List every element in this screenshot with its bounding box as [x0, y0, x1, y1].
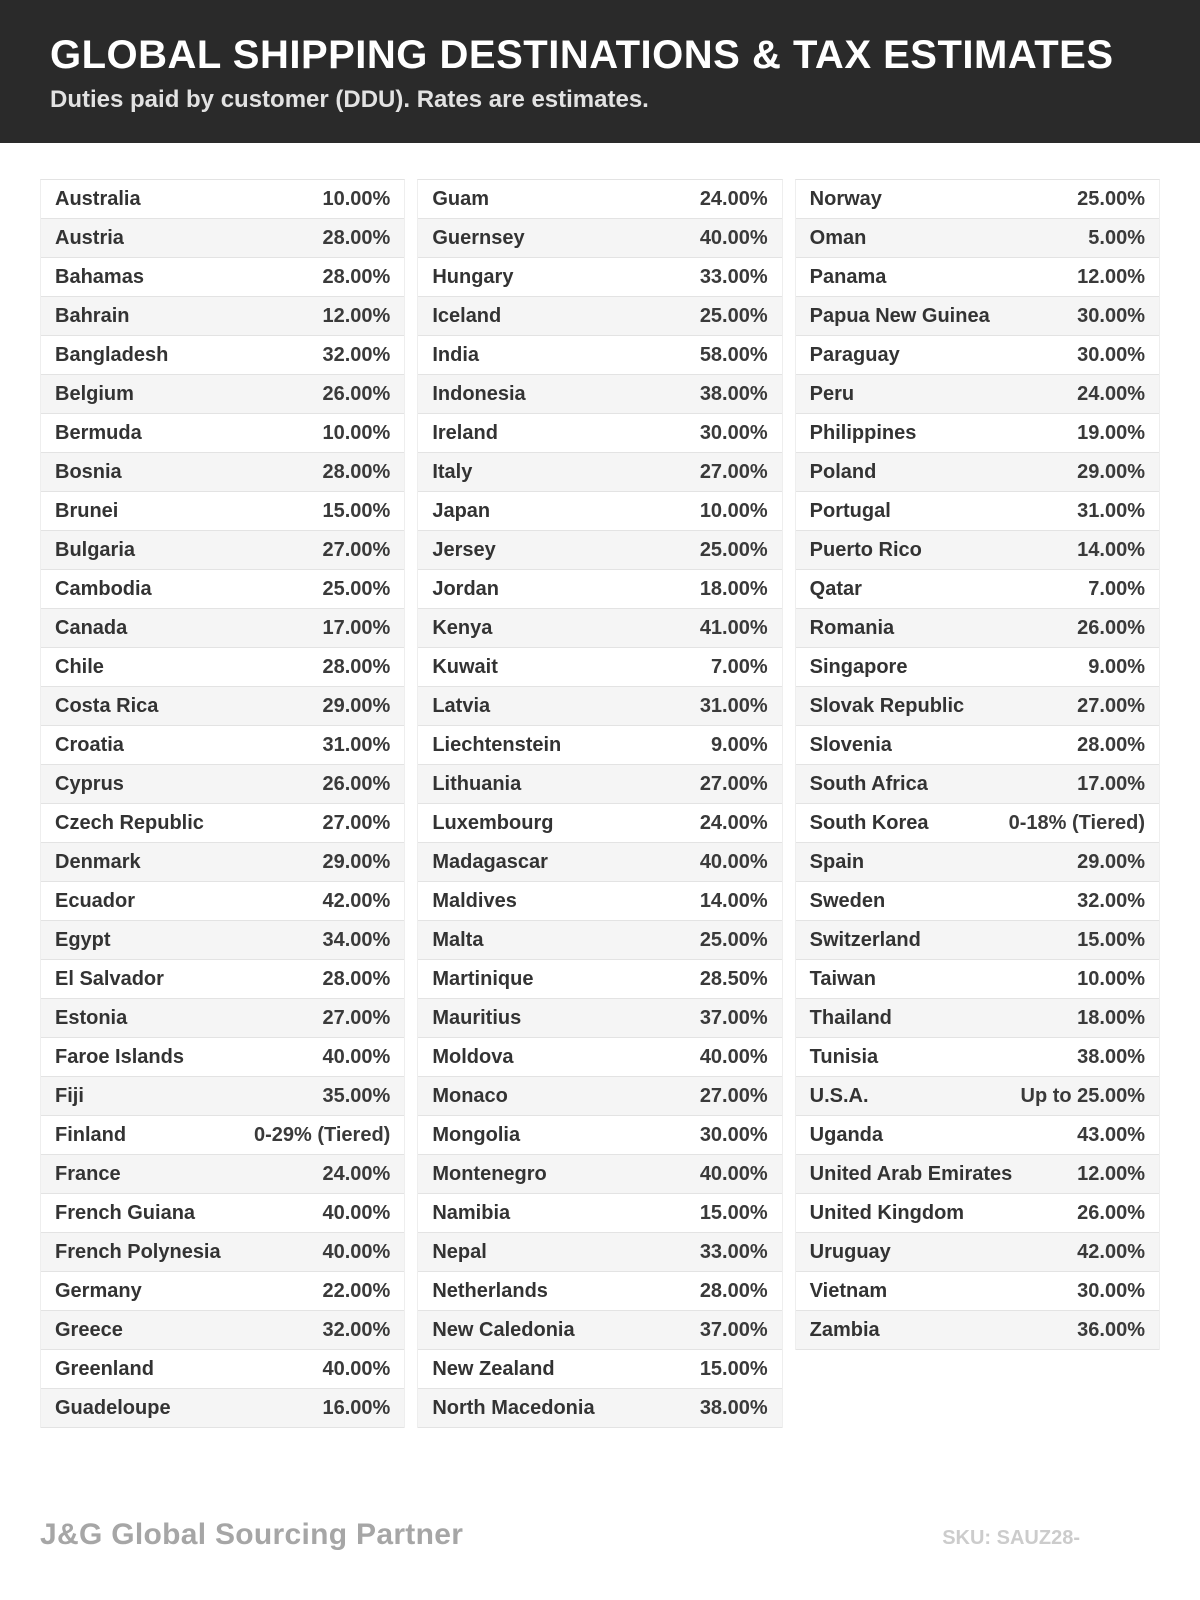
table-row — [796, 960, 1159, 999]
rate-cell: 16.00% — [322, 1396, 391, 1419]
rate-cell: 28.50% — [699, 967, 768, 990]
table-row — [796, 609, 1159, 648]
rate-cell: 27.00% — [322, 1006, 391, 1029]
table-row — [41, 1155, 404, 1194]
rate-cell: 28.00% — [1077, 733, 1145, 756]
rate-cell: 27.00% — [322, 538, 391, 561]
country-cell: Puerto Rico — [809, 538, 922, 561]
page-subtitle: Duties paid by customer (DDU). Rates are estimates. — [50, 86, 649, 113]
rate-cell: 28.00% — [322, 655, 391, 678]
country-cell: Bahamas — [55, 265, 144, 288]
table-row — [418, 921, 781, 960]
rate-cell: 17.00% — [1077, 772, 1145, 795]
table-row — [418, 375, 781, 414]
rate-cell: 24.00% — [699, 187, 768, 210]
country-cell: Costa Rica — [55, 694, 159, 717]
country-cell: Philippines — [809, 421, 917, 444]
table-row — [418, 492, 781, 531]
rate-cell: 12.00% — [1077, 1162, 1145, 1185]
rate-cell: 30.00% — [1077, 304, 1145, 327]
country-cell: Bahrain — [55, 304, 130, 327]
table-row — [418, 999, 781, 1038]
rate-cell: 32.00% — [1077, 889, 1145, 912]
country-cell: Uganda — [809, 1123, 883, 1146]
rate-cell: 31.00% — [1077, 499, 1145, 522]
rate-cell: 40.00% — [699, 1162, 768, 1185]
table-row — [418, 336, 781, 375]
table-row — [418, 297, 781, 336]
country-cell: Sweden — [809, 889, 886, 912]
rate-cell: 32.00% — [322, 343, 391, 366]
rate-cell: 36.00% — [1077, 1318, 1145, 1341]
country-cell: Belgium — [55, 382, 134, 405]
country-cell: Madagascar — [432, 850, 548, 873]
country-cell: French Guiana — [55, 1201, 196, 1224]
country-cell: Bosnia — [55, 460, 122, 483]
rate-cell: 28.00% — [322, 460, 391, 483]
rate-cell: 30.00% — [1077, 343, 1145, 366]
country-cell: Egypt — [55, 928, 111, 951]
rate-cell: 29.00% — [322, 850, 391, 873]
country-cell: Nepal — [432, 1240, 487, 1263]
table-row — [418, 804, 781, 843]
table-row — [796, 921, 1159, 960]
rate-cell: 24.00% — [322, 1162, 391, 1185]
rate-cell: 30.00% — [699, 1123, 768, 1146]
country-cell: Papua New Guinea — [809, 304, 990, 327]
rate-cell: 40.00% — [322, 1240, 391, 1263]
rates-column — [417, 179, 782, 1428]
rate-cell: 38.00% — [699, 1396, 768, 1419]
country-cell: Canada — [55, 616, 128, 639]
country-cell: Cyprus — [55, 772, 124, 795]
rate-cell: 28.00% — [322, 265, 391, 288]
rate-cell: 29.00% — [322, 694, 391, 717]
country-cell: Oman — [809, 226, 867, 249]
rate-cell: 19.00% — [1077, 421, 1145, 444]
country-cell: Vietnam — [809, 1279, 888, 1302]
country-cell: Brunei — [55, 499, 119, 522]
rate-cell: 31.00% — [699, 694, 768, 717]
country-cell: Peru — [809, 382, 855, 405]
country-cell: Moldova — [432, 1045, 514, 1068]
table-row — [41, 1389, 404, 1428]
country-cell: French Polynesia — [55, 1240, 221, 1263]
table-row — [418, 765, 781, 804]
rate-cell: 7.00% — [1088, 577, 1145, 600]
table-row — [796, 531, 1159, 570]
country-cell: India — [432, 343, 479, 366]
rate-cell: 24.00% — [1077, 382, 1145, 405]
rates-column — [795, 179, 1160, 1350]
country-cell: U.S.A. — [809, 1084, 869, 1107]
rate-cell: 29.00% — [1077, 850, 1145, 873]
rate-cell: 10.00% — [322, 421, 391, 444]
country-cell: Romania — [809, 616, 895, 639]
country-cell: Guadeloupe — [55, 1396, 171, 1419]
country-cell: Montenegro — [432, 1162, 547, 1185]
table-row — [796, 1038, 1159, 1077]
rate-cell: 9.00% — [1088, 655, 1145, 678]
table-row — [418, 843, 781, 882]
country-cell: Kuwait — [432, 655, 498, 678]
table-row — [796, 453, 1159, 492]
rate-cell: 31.00% — [322, 733, 391, 756]
table-row — [41, 375, 404, 414]
table-row — [41, 1272, 404, 1311]
country-cell: Malta — [432, 928, 484, 951]
rate-cell: 40.00% — [699, 1045, 768, 1068]
rate-cell: 17.00% — [322, 616, 391, 639]
rate-cell: 42.00% — [1077, 1240, 1145, 1263]
rate-cell: 25.00% — [699, 538, 768, 561]
table-row — [796, 258, 1159, 297]
table-row — [418, 882, 781, 921]
rate-cell: 14.00% — [1077, 538, 1145, 561]
table-row — [796, 765, 1159, 804]
rate-cell: 30.00% — [1077, 1279, 1145, 1302]
rate-cell: 24.00% — [699, 811, 768, 834]
country-cell: Netherlands — [432, 1279, 548, 1302]
table-row — [41, 843, 404, 882]
rate-cell: 9.00% — [710, 733, 768, 756]
table-row — [41, 531, 404, 570]
table-row — [418, 648, 781, 687]
country-cell: Martinique — [432, 967, 534, 990]
table-row — [418, 1311, 781, 1350]
country-cell: Poland — [809, 460, 877, 483]
table-row — [41, 882, 404, 921]
rate-cell: 22.00% — [322, 1279, 391, 1302]
country-cell: Germany — [55, 1279, 142, 1302]
rate-cell: 41.00% — [699, 616, 768, 639]
table-row — [418, 570, 781, 609]
table-row — [796, 1272, 1159, 1311]
table-row — [418, 1155, 781, 1194]
country-cell: Czech Republic — [55, 811, 204, 834]
country-cell: Tunisia — [809, 1045, 879, 1068]
table-row — [796, 687, 1159, 726]
rate-cell: 27.00% — [322, 811, 391, 834]
country-cell: Hungary — [432, 265, 514, 288]
table-row — [41, 1311, 404, 1350]
table-row — [418, 453, 781, 492]
country-cell: Mauritius — [432, 1006, 522, 1029]
country-cell: Denmark — [55, 850, 141, 873]
country-cell: Latvia — [432, 694, 491, 717]
table-row — [41, 609, 404, 648]
country-cell: Bangladesh — [55, 343, 169, 366]
table-row — [41, 219, 404, 258]
page-title: GLOBAL SHIPPING DESTINATIONS & TAX ESTIMATES — [50, 33, 1114, 77]
country-cell: Finland — [55, 1123, 127, 1146]
country-cell: Portugal — [809, 499, 891, 522]
sku-label: SKU: SAUZ28- — [942, 1527, 1080, 1549]
country-cell: New Caledonia — [432, 1318, 575, 1341]
rate-cell: 27.00% — [699, 772, 768, 795]
country-cell: Slovenia — [809, 733, 892, 756]
table-row — [41, 1194, 404, 1233]
rates-table — [0, 143, 1200, 1428]
country-cell: Guernsey — [432, 226, 525, 249]
table-row — [41, 297, 404, 336]
table-row — [418, 1116, 781, 1155]
table-row — [796, 882, 1159, 921]
table-row — [418, 219, 781, 258]
table-row — [41, 1116, 404, 1155]
rate-cell: 12.00% — [322, 304, 391, 327]
rate-cell: 40.00% — [699, 226, 768, 249]
country-cell: Singapore — [809, 655, 908, 678]
header — [0, 0, 1200, 143]
country-cell: Paraguay — [809, 343, 900, 366]
country-cell: Croatia — [55, 733, 124, 756]
country-cell: Greenland — [55, 1357, 154, 1380]
table-row — [41, 258, 404, 297]
table-row — [796, 1194, 1159, 1233]
table-row — [796, 726, 1159, 765]
rate-cell: 40.00% — [699, 850, 768, 873]
table-row — [796, 1077, 1159, 1116]
rate-cell: 38.00% — [1077, 1045, 1145, 1068]
rate-cell: 32.00% — [322, 1318, 391, 1341]
rate-cell: 26.00% — [1077, 1201, 1145, 1224]
rate-cell: 25.00% — [699, 304, 768, 327]
rate-cell: 15.00% — [1077, 928, 1145, 951]
rates-column — [40, 179, 405, 1428]
table-row — [796, 414, 1159, 453]
country-cell: Ecuador — [55, 889, 136, 912]
table-row — [41, 1038, 404, 1077]
country-cell: Iceland — [432, 304, 502, 327]
rate-cell: 40.00% — [322, 1357, 391, 1380]
table-row — [418, 726, 781, 765]
rate-cell: 58.00% — [699, 343, 768, 366]
country-cell: Faroe Islands — [55, 1045, 184, 1068]
rate-cell: 10.00% — [322, 187, 391, 210]
table-row — [796, 1155, 1159, 1194]
rate-cell: 10.00% — [1077, 967, 1145, 990]
rate-cell: 18.00% — [699, 577, 768, 600]
rate-cell: 27.00% — [699, 1084, 768, 1107]
country-cell: Namibia — [432, 1201, 511, 1224]
table-row — [796, 219, 1159, 258]
country-cell: United Kingdom — [809, 1201, 965, 1224]
table-row — [41, 453, 404, 492]
country-cell: Bulgaria — [55, 538, 136, 561]
country-cell: Chile — [55, 655, 104, 678]
table-row — [41, 726, 404, 765]
table-row — [418, 1077, 781, 1116]
rate-cell: 33.00% — [699, 265, 768, 288]
table-row — [41, 1350, 404, 1389]
table-row — [41, 1077, 404, 1116]
table-row — [796, 1233, 1159, 1272]
country-cell: Liechtenstein — [432, 733, 562, 756]
rate-cell: 25.00% — [699, 928, 768, 951]
country-cell: Greece — [55, 1318, 123, 1341]
country-cell: Japan — [432, 499, 491, 522]
rate-cell: 29.00% — [1077, 460, 1145, 483]
rate-cell: 27.00% — [1077, 694, 1145, 717]
country-cell: Zambia — [809, 1318, 880, 1341]
rate-cell: 28.00% — [699, 1279, 768, 1302]
country-cell: New Zealand — [432, 1357, 555, 1380]
country-cell: Guam — [432, 187, 490, 210]
table-row — [41, 648, 404, 687]
country-cell: Slovak Republic — [809, 694, 965, 717]
table-row — [41, 804, 404, 843]
rate-cell: 26.00% — [1077, 616, 1145, 639]
table-row — [41, 570, 404, 609]
country-cell: Panama — [809, 265, 887, 288]
rate-cell: 25.00% — [322, 577, 391, 600]
country-cell: Maldives — [432, 889, 517, 912]
rate-cell: 34.00% — [322, 928, 391, 951]
table-row — [41, 336, 404, 375]
country-cell: Taiwan — [809, 967, 876, 990]
country-cell: Monaco — [432, 1084, 508, 1107]
table-row — [796, 1116, 1159, 1155]
table-row — [418, 258, 781, 297]
country-cell: Luxembourg — [432, 811, 554, 834]
table-row — [41, 960, 404, 999]
country-cell: South Korea — [809, 811, 929, 834]
rate-cell: 43.00% — [1077, 1123, 1145, 1146]
rate-cell: 15.00% — [322, 499, 391, 522]
table-row — [796, 1311, 1159, 1350]
country-cell: Jordan — [432, 577, 500, 600]
country-cell: South Africa — [809, 772, 928, 795]
table-row — [41, 921, 404, 960]
rate-cell: 26.00% — [322, 772, 391, 795]
rate-cell: 38.00% — [699, 382, 768, 405]
table-row — [41, 1233, 404, 1272]
table-row — [418, 180, 781, 219]
country-cell: Australia — [55, 187, 141, 210]
table-row — [418, 1350, 781, 1389]
rate-cell: 30.00% — [699, 421, 768, 444]
country-cell: Norway — [809, 187, 882, 210]
rate-cell: 42.00% — [322, 889, 391, 912]
country-cell: Estonia — [55, 1006, 128, 1029]
rate-cell: 10.00% — [699, 499, 768, 522]
table-row — [796, 180, 1159, 219]
table-row — [796, 648, 1159, 687]
footer — [40, 1518, 1080, 1552]
rate-cell: 14.00% — [699, 889, 768, 912]
table-row — [41, 765, 404, 804]
rate-cell: 0-18% (Tiered) — [1008, 811, 1145, 834]
table-row — [796, 297, 1159, 336]
rate-cell: 12.00% — [1077, 265, 1145, 288]
rate-cell: 35.00% — [322, 1084, 391, 1107]
country-cell: Spain — [809, 850, 865, 873]
table-row — [41, 414, 404, 453]
rate-cell: 5.00% — [1088, 226, 1145, 249]
country-cell: El Salvador — [55, 967, 164, 990]
table-row — [418, 1272, 781, 1311]
rate-cell: 40.00% — [322, 1045, 391, 1068]
rate-cell: 37.00% — [699, 1006, 768, 1029]
country-cell: Italy — [432, 460, 473, 483]
country-cell: Mongolia — [432, 1123, 521, 1146]
table-row — [41, 492, 404, 531]
rate-cell: 25.00% — [1077, 187, 1145, 210]
table-row — [418, 960, 781, 999]
rate-cell: 28.00% — [322, 967, 391, 990]
country-cell: Thailand — [809, 1006, 892, 1029]
country-cell: Qatar — [809, 577, 862, 600]
country-cell: Fiji — [55, 1084, 84, 1107]
rate-cell: 0-29% (Tiered) — [253, 1123, 391, 1146]
country-cell: Jersey — [432, 538, 496, 561]
rate-cell: 37.00% — [699, 1318, 768, 1341]
country-cell: France — [55, 1162, 121, 1185]
table-row — [796, 843, 1159, 882]
country-cell: North Macedonia — [432, 1396, 595, 1419]
table-row — [41, 687, 404, 726]
rate-cell: 15.00% — [699, 1357, 768, 1380]
rate-cell: 40.00% — [322, 1201, 391, 1224]
country-cell: Uruguay — [809, 1240, 891, 1263]
country-cell: Austria — [55, 226, 124, 249]
rate-cell: 27.00% — [699, 460, 768, 483]
country-cell: Cambodia — [55, 577, 152, 600]
country-cell: Switzerland — [809, 928, 921, 951]
country-cell: Ireland — [432, 421, 498, 444]
table-row — [418, 1194, 781, 1233]
table-row — [796, 336, 1159, 375]
rate-cell: 26.00% — [322, 382, 391, 405]
table-row — [796, 999, 1159, 1038]
country-cell: Kenya — [432, 616, 493, 639]
table-row — [796, 375, 1159, 414]
brand-name: J&G Global Sourcing Partner — [40, 1518, 464, 1551]
country-cell: Lithuania — [432, 772, 522, 795]
table-row — [418, 1038, 781, 1077]
table-row — [418, 1233, 781, 1272]
table-row — [41, 999, 404, 1038]
table-row — [418, 531, 781, 570]
table-row — [418, 609, 781, 648]
country-cell: Indonesia — [432, 382, 526, 405]
country-cell: Bermuda — [55, 421, 142, 444]
table-row — [796, 492, 1159, 531]
rate-cell: 15.00% — [699, 1201, 768, 1224]
table-row — [796, 804, 1159, 843]
table-row — [418, 414, 781, 453]
table-row — [418, 687, 781, 726]
country-cell: United Arab Emirates — [809, 1162, 1013, 1185]
rate-cell: 28.00% — [322, 226, 391, 249]
rate-cell: 7.00% — [710, 655, 768, 678]
rate-cell: Up to 25.00% — [1020, 1084, 1145, 1107]
table-row — [418, 1389, 781, 1428]
rate-cell: 18.00% — [1077, 1006, 1145, 1029]
table-row — [796, 570, 1159, 609]
rate-cell: 33.00% — [699, 1240, 768, 1263]
table-row — [41, 180, 404, 219]
